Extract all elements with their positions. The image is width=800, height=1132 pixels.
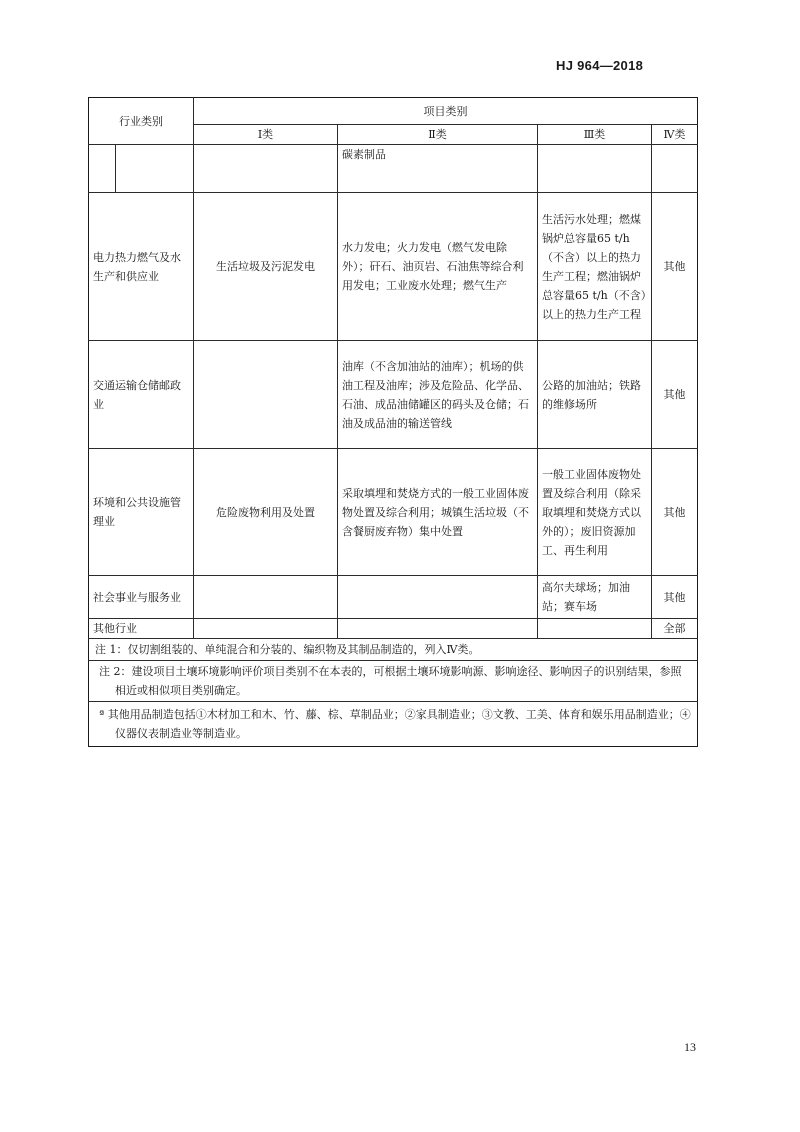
class2-cell <box>338 619 538 639</box>
table-row-transport <box>89 341 698 449</box>
industry-cell: 社会事业与服务业 <box>89 576 194 619</box>
class2-cell <box>338 576 538 619</box>
class3-cell: 一般工业固体废物处置及综合利用（除采取填埋和焚烧方式以外的）；废旧资源加工、再生利用 <box>538 449 652 576</box>
table-note-1: 注 1：仅切割组装的、单纯混合和分装的、编织物及其制品制造的，列入Ⅳ类。 <box>89 639 698 661</box>
header-row-1 <box>89 98 698 125</box>
class3-cell: 生活污水处理；燃煤锅炉总容量65 t/h（不含）以上的热力生产工程；燃油锅炉总容量65 t/h（不含）以上的热力生产工程 <box>538 193 652 341</box>
header-project-category: 项目类别 <box>194 98 698 125</box>
industry-cell: 交通运输仓储邮政业 <box>89 341 194 449</box>
industry-cell: 环境和公共设施管理业 <box>89 449 194 576</box>
class4-cell: 全部 <box>652 619 698 639</box>
class3-cell: 公路的加油站；铁路的维修场所 <box>538 341 652 449</box>
footnote-row <box>89 702 698 747</box>
page-number: 13 <box>684 1040 696 1054</box>
class2-cell: 油库（不含加油站的油库）；机场的供油工程及油库；涉及危险品、化学品、石油、成品油储罐区的码头及仓储；石油及成品油的输送管线 <box>338 341 538 449</box>
class1-cell: 生活垃圾及污泥发电 <box>194 193 338 341</box>
class3-cell <box>538 619 652 639</box>
class3-cell <box>538 145 652 193</box>
industry-cell-blank-a <box>89 145 116 193</box>
class4-cell: 其他 <box>652 193 698 341</box>
class1-cell: 危险废物利用及处置 <box>194 449 338 576</box>
table-row-environment <box>89 449 698 576</box>
header-class-3: Ⅲ类 <box>538 125 652 145</box>
class4-cell: 其他 <box>652 449 698 576</box>
header-class-1: Ⅰ类 <box>194 125 338 145</box>
class4-cell: 其他 <box>652 576 698 619</box>
header-class-2: Ⅱ类 <box>338 125 538 145</box>
table-row-social <box>89 576 698 619</box>
class1-cell <box>194 576 338 619</box>
industry-cell-blank-b <box>116 145 194 193</box>
header-class-4: Ⅳ类 <box>652 125 698 145</box>
standard-code: HJ 964—2018 <box>556 58 644 73</box>
table-row-power <box>89 193 698 341</box>
project-category-table <box>88 97 698 747</box>
note-row-2 <box>89 661 698 702</box>
table-row-carbon <box>89 145 698 193</box>
class2-cell: 采取填埋和焚烧方式的一般工业固体废物处置及综合利用；城镇生活垃圾（不含餐厨废弃物）集中处置 <box>338 449 538 576</box>
class3-cell: 高尔夫球场；加油站；赛车场 <box>538 576 652 619</box>
industry-cell: 其他行业 <box>89 619 194 639</box>
header-industry: 行业类别 <box>89 98 194 145</box>
industry-cell: 电力热力燃气及水生产和供应业 <box>89 193 194 341</box>
table-footnote: ª 其他用品制造包括①木材加工和木、竹、藤、棕、草制品业；②家具制造业；③文教、工美、体育和娱乐用品制造业；④仪器仪表制造业等制造业。 <box>89 702 698 747</box>
table-row-other <box>89 619 698 639</box>
class2-cell: 碳素制品 <box>338 145 538 193</box>
note-row-1 <box>89 639 698 661</box>
class4-cell <box>652 145 698 193</box>
table-note-2: 注 2：建设项目土壤环境影响评价项目类别不在本表的，可根据土壤环境影响源、影响途径、影响因子的识别结果，参照相近或相似项目类别确定。 <box>89 661 698 702</box>
class2-cell: 水力发电；火力发电（燃气发电除外）；矸石、油页岩、石油焦等综合利用发电；工业废水处理；燃气生产 <box>338 193 538 341</box>
class1-cell <box>194 145 338 193</box>
class1-cell <box>194 619 338 639</box>
class1-cell <box>194 341 338 449</box>
class4-cell: 其他 <box>652 341 698 449</box>
